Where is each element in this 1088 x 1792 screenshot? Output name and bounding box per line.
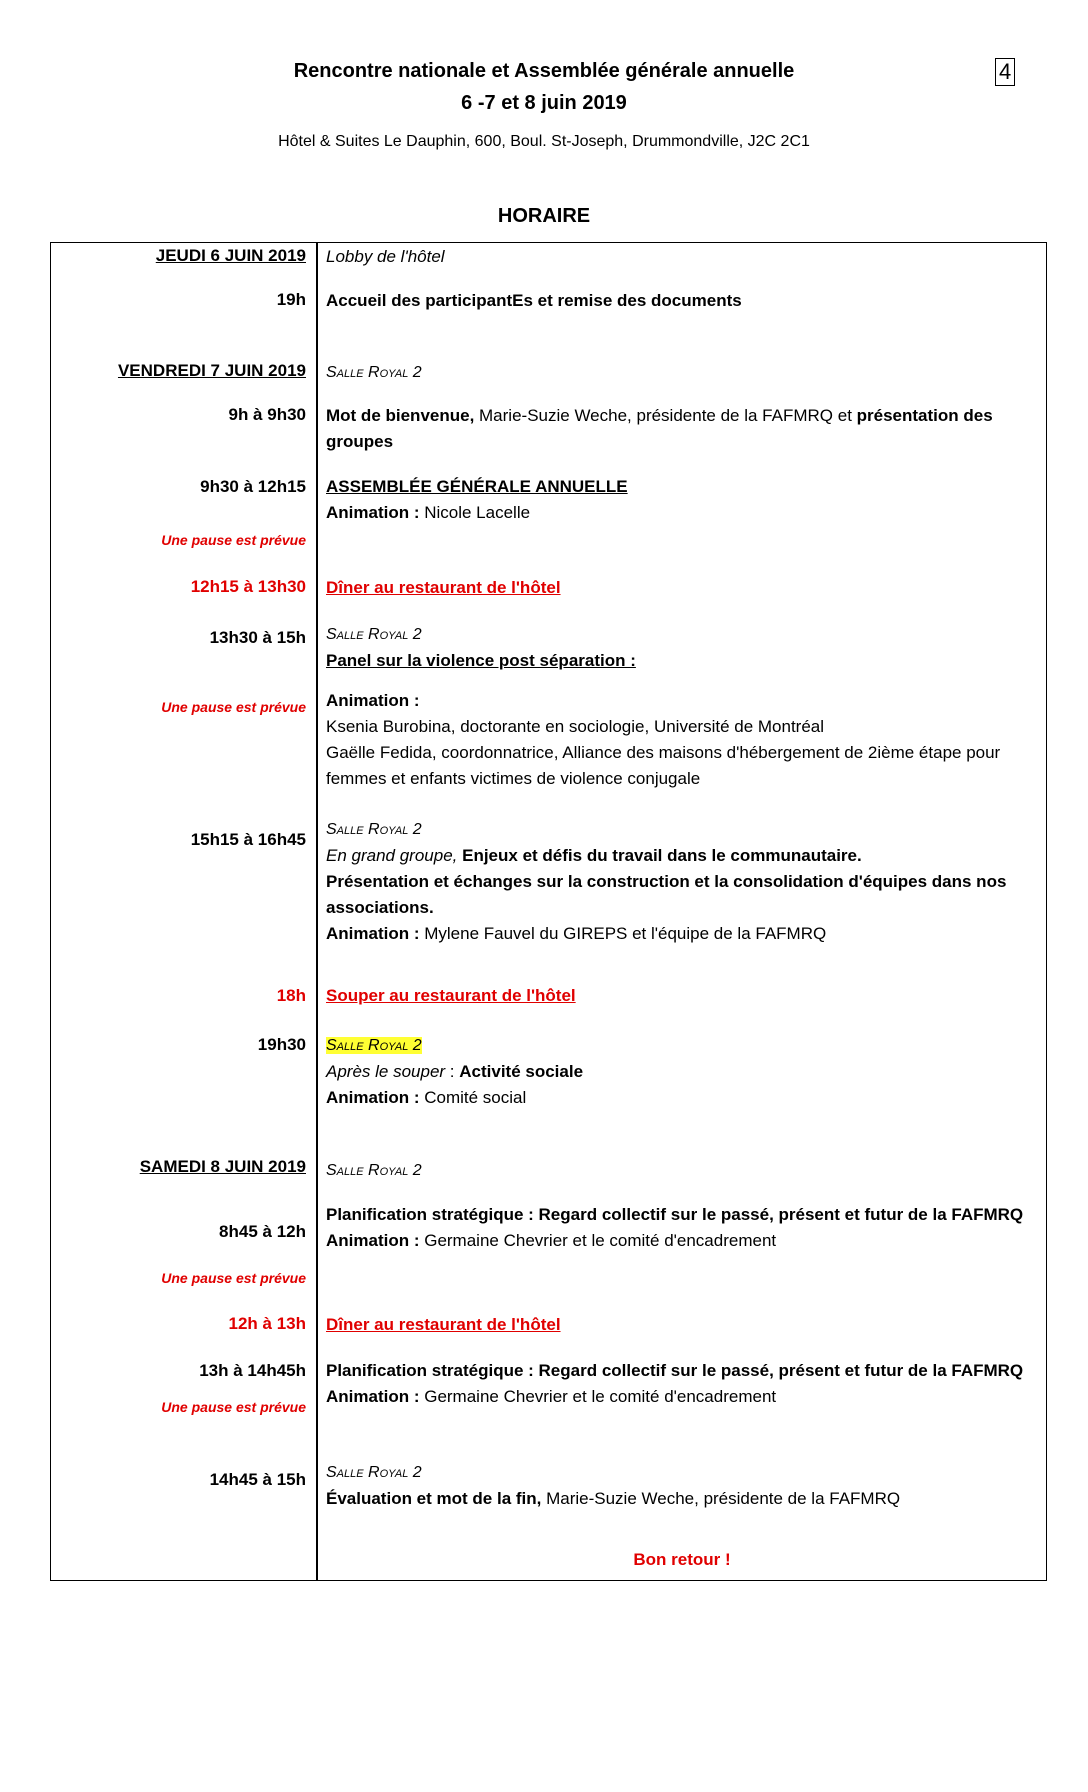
- section-title: HORAIRE: [497, 205, 591, 227]
- friday-session-7-anim-label: Animation :: [326, 1088, 420, 1107]
- saturday-session-4-time: 14h45 à 15h: [209, 1470, 306, 1489]
- friday-session-5-intro: En grand groupe,: [326, 846, 458, 865]
- friday-session-2-title: ASSEMBLÉE GÉNÉRALE ANNUELLE: [326, 477, 628, 496]
- friday-session-4: [326, 622, 1038, 674]
- saturday-room: Salle Royal 2: [326, 1162, 422, 1179]
- pause-note-1: Une pause est prévue: [161, 532, 306, 548]
- document-title: Rencontre nationale et Assemblée générale annuelle: [293, 60, 795, 82]
- saturday-session-1-anim-label: Animation :: [326, 1231, 420, 1250]
- saturday-session-3: [326, 1358, 1038, 1410]
- day-saturday: SAMEDI 8 JUIN 2019: [139, 1157, 306, 1176]
- friday-session-7-time: 19h30: [257, 1035, 306, 1054]
- friday-session-7: [326, 1032, 1038, 1111]
- saturday-session-4-title: Évaluation et mot de la fin,: [326, 1489, 542, 1508]
- friday-session-5-title: Enjeux et défis du travail dans le communautaire.: [457, 846, 862, 865]
- friday-session-7-title: Activité sociale: [459, 1062, 584, 1081]
- day-friday: VENDREDI 7 JUIN 2019: [117, 361, 306, 380]
- friday-session-6-title: Souper au restaurant de l'hôtel: [326, 986, 576, 1005]
- friday-session-4-panelist-1: Ksenia Burobina, doctorante en sociologie, Université de Montréal: [326, 717, 825, 736]
- friday-session-4-panelist-2: Gaëlle Fedida, coordonnatrice, Alliance des maisons d'hébergement de 2ième étape pour femmes et enfants victimes de violence conjugale: [326, 743, 1001, 788]
- friday-session-1: [326, 403, 1038, 455]
- friday-room: Salle Royal 2: [326, 364, 422, 381]
- friday-session-7-anim: Comité social: [419, 1088, 527, 1107]
- column-divider: [316, 242, 318, 1581]
- saturday-session-4: [326, 1460, 1038, 1512]
- saturday-session-2-title: Dîner au restaurant de l'hôtel: [326, 1315, 561, 1334]
- friday-session-1-tail: présentation des groupes: [326, 406, 993, 451]
- saturday-session-2-time: 12h à 13h: [228, 1314, 306, 1333]
- friday-session-3-title: Dîner au restaurant de l'hôtel: [326, 578, 561, 597]
- saturday-session-3-title: Planification stratégique : Regard collectif sur le passé, présent et futur de la FAFMRQ: [326, 1361, 1024, 1380]
- friday-session-6-time: 18h: [276, 986, 306, 1005]
- saturday-session-3-anim-label: Animation :: [326, 1387, 420, 1406]
- friday-session-7-intro: Après le souper: [326, 1062, 446, 1081]
- friday-session-4-room: Salle Royal 2: [326, 626, 422, 643]
- friday-session-2: [326, 474, 1038, 526]
- saturday-session-1-time: 8h45 à 12h: [219, 1222, 306, 1241]
- thursday-event-1: Accueil des participantEs et remise des documents: [326, 291, 742, 310]
- saturday-session-1-title: Planification stratégique : Regard collectif sur le passé, présent et futur de la FAFMRQ: [326, 1205, 1024, 1224]
- friday-session-5: [326, 817, 1038, 947]
- friday-session-4-anim-label: Animation :: [326, 691, 420, 710]
- friday-session-2-anim-label: Animation :: [326, 503, 420, 522]
- friday-session-1-time: 9h à 9h30: [228, 405, 306, 424]
- thursday-time-1: 19h: [276, 290, 306, 309]
- friday-session-5-room: Salle Royal 2: [326, 821, 422, 838]
- friday-session-4-title: Panel sur la violence post séparation :: [326, 651, 636, 670]
- saturday-session-1: [326, 1202, 1038, 1254]
- saturday-session-1-anim: Germaine Chevrier et le comité d'encadrement: [419, 1231, 777, 1250]
- friday-session-5-time: 15h15 à 16h45: [190, 830, 306, 849]
- venue-address: Hôtel & Suites Le Dauphin, 600, Boul. St-Joseph, Drummondville, J2C 2C1: [278, 133, 810, 150]
- friday-session-5-desc: Présentation et échanges sur la construction et la consolidation d'équipes dans nos associations.: [326, 872, 1007, 917]
- saturday-session-3-time: 13h à 14h45h: [199, 1361, 306, 1380]
- thursday-location: Lobby de l'hôtel: [326, 247, 445, 266]
- friday-session-3-time: 12h15 à 13h30: [190, 577, 306, 596]
- pause-note-3: Une pause est prévue: [161, 1270, 306, 1286]
- friday-session-4-panel: [326, 688, 1038, 792]
- day-thursday: JEUDI 6 JUIN 2019: [155, 246, 306, 265]
- friday-session-1-person: Marie-Suzie Weche, présidente de la FAFMRQ et: [474, 406, 857, 425]
- friday-session-2-anim: Nicole Lacelle: [419, 503, 531, 522]
- saturday-session-4-room: Salle Royal 2: [326, 1464, 422, 1481]
- friday-session-4-time: 13h30 à 15h: [209, 628, 306, 647]
- saturday-session-4-person: Marie-Suzie Weche, présidente de la FAFMRQ: [541, 1489, 901, 1508]
- friday-session-5-anim-label: Animation :: [326, 924, 420, 943]
- pause-note-2: Une pause est prévue: [161, 699, 306, 715]
- friday-session-1-title: Mot de bienvenue,: [326, 406, 475, 425]
- pause-note-4: Une pause est prévue: [161, 1399, 306, 1415]
- friday-session-7-room: Salle Royal 2: [326, 1037, 422, 1054]
- friday-session-2-time: 9h30 à 12h15: [200, 477, 306, 496]
- closing-message: Bon retour !: [633, 1550, 731, 1569]
- page-number: 4: [995, 58, 1015, 86]
- friday-session-7-sep: :: [445, 1062, 460, 1081]
- document-dates: 6 -7 et 8 juin 2019: [461, 92, 627, 114]
- saturday-session-3-anim: Germaine Chevrier et le comité d'encadrement: [419, 1387, 777, 1406]
- friday-session-5-anim: Mylene Fauvel du GIREPS et l'équipe de la FAFMRQ: [419, 924, 827, 943]
